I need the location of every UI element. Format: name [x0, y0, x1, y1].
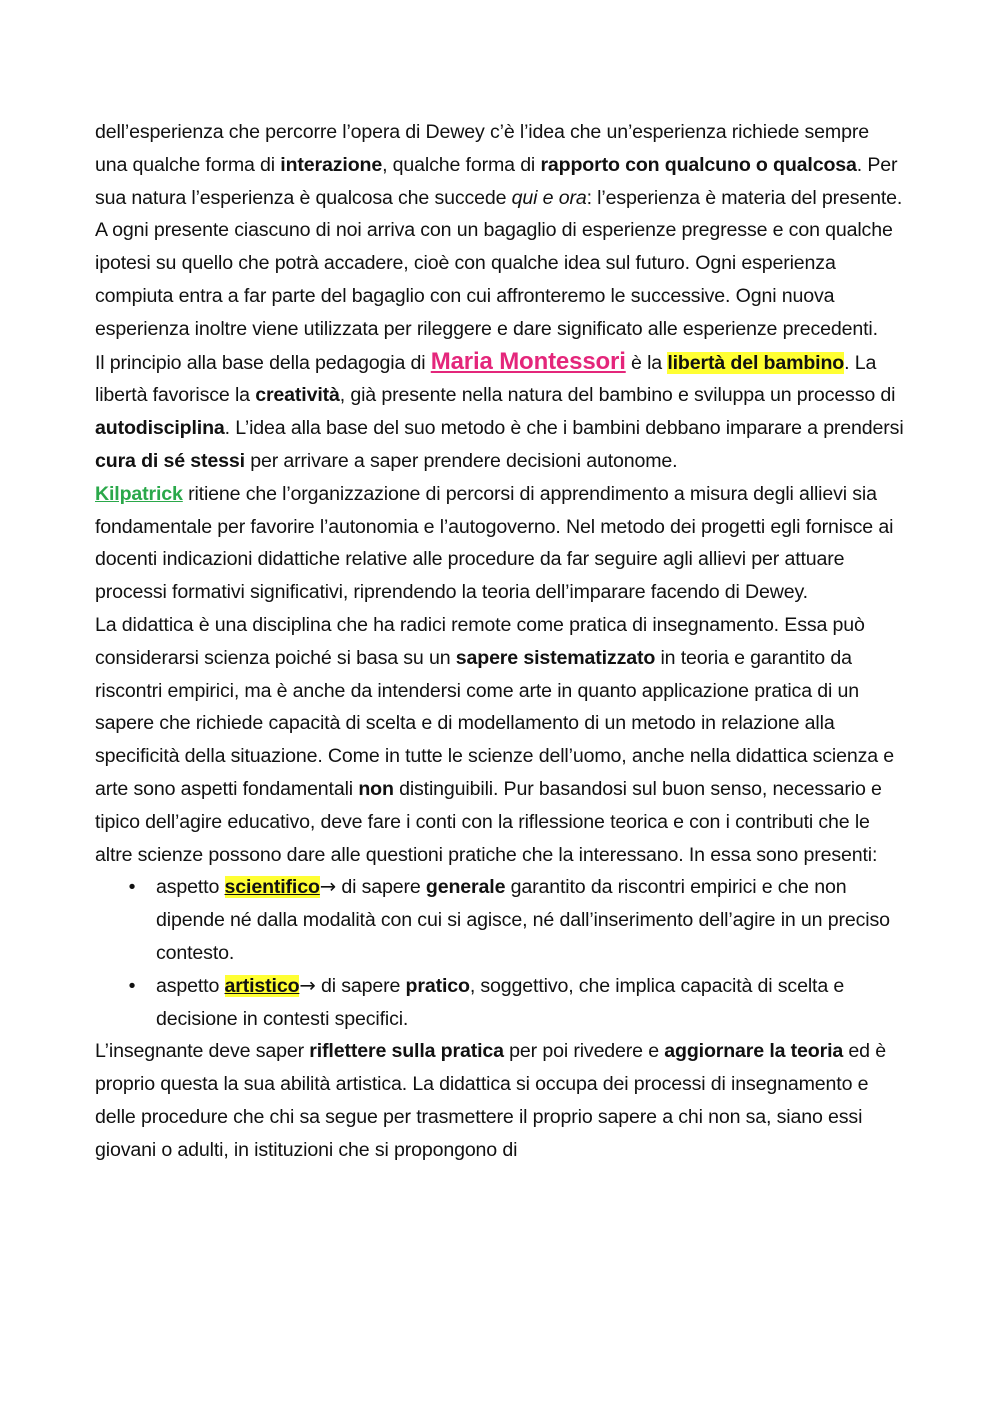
text-run: , già presente nella natura del bambino e sviluppa un processo di [339, 384, 896, 407]
text-run: ritiene che l’organizzazione di percorsi di apprendimento a misura degli allievi sia fondamentale per favorire l’autonomia e l’autogoverno. Nel metodo dei progetti egli fornisce ai docenti indicazioni didattiche relative alle procedure da far seguire agli allievi per attuare processi formativi significativi, riprendendo la teoria dell’imparare facendo di Dewey. [95, 482, 894, 604]
author-name-kilpatrick: Kilpatrick [95, 482, 183, 505]
paragraph-didattica [95, 609, 905, 871]
text-run: aspetto [156, 876, 225, 899]
text-run: Il principio alla base della pedagogia di [95, 351, 431, 374]
text-run: La didattica è una disciplina che ha radici remote come pratica di insegnamento. Essa può considerarsi scienza poiché si basa su un [95, 613, 865, 669]
text-run: è la [625, 351, 668, 374]
highlighted-term: artistico [224, 974, 300, 997]
text-run: , qualche forma di [382, 153, 541, 176]
bold-term: pratico [405, 974, 470, 997]
text-run: garantito da riscontri empirici e che non dipende né dalla modalità con cui si agisce, né dall’inserimento dell’agire in un preciso contesto. [156, 876, 890, 964]
bold-term: cura di sé stessi [95, 449, 245, 472]
text-run: L’insegnante deve saper [95, 1040, 310, 1063]
paragraph-insegnante [95, 1035, 905, 1166]
paragraph-kilpatrick [95, 478, 905, 609]
text-run: : l’esperienza è materia del presente. A ogni presente ciascuno di noi arriva con un bagaglio di esperienze pregresse e con qualche ipotesi su quello che potrà accadere, cioè con qualche idea sul futuro. Ogni esperienza compiuta entra a far parte del bagaglio con cui affronteremo le successive. Ogni nuova esperienza inoltre viene utilizzata per rileggere e dare significato alle esperienze precedenti. [95, 186, 903, 340]
arrow-right-icon: → [319, 875, 337, 899]
bold-term: sapere sistematizzato [455, 646, 656, 669]
text-run: per arrivare a saper prendere decisioni autonome. [244, 449, 678, 472]
aspects-list [95, 871, 905, 1035]
document-body [95, 116, 905, 1167]
text-run: di sapere [315, 974, 406, 997]
highlighted-term: libertà del bambino [667, 351, 845, 374]
text-run: per poi rivedere e [503, 1040, 665, 1063]
author-name-montessori: Maria Montessori [430, 347, 626, 375]
paragraph-dewey-experience [95, 116, 905, 346]
list-item-artistic-aspect [95, 970, 905, 1036]
text-run: ed è proprio questa la sua abilità artistica. La didattica si occupa dei processi di insegnamento e delle procedure che chi sa segue per trasmettere il proprio sapere a chi non sa, siano essi giovani o adulti, in istituzioni che si propongono di [95, 1040, 886, 1161]
text-run: distinguibili. Pur basandosi sul buon senso, necessario e tipico dell’agire educativo, deve fare i conti con la riflessione teorica e con i contributi che le altre scienze possono dare alle questioni pratiche che la interessano. In essa sono presenti: [95, 777, 882, 866]
text-run: . L’idea alla base del suo metodo è che i bambini debbano imparare a prendersi [224, 417, 904, 440]
text-run: , soggettivo, che implica capacità di scelta e decisione in contesti specifici. [156, 974, 845, 1030]
bold-term: non [358, 777, 394, 800]
text-run: aspetto [156, 974, 225, 997]
bold-term: generale [425, 876, 506, 899]
bullet-icon: • [128, 876, 136, 899]
bold-term: creatività [255, 384, 340, 407]
text-run: . Per sua natura l’esperienza è qualcosa che succede [95, 153, 898, 209]
text-run: dell’esperienza che percorre l’opera di Dewey c’è l’idea che un’esperienza richiede sempre una qualche forma di [95, 121, 869, 176]
bold-term: aggiornare la teoria [664, 1040, 844, 1063]
list-item-scientific-aspect [95, 871, 905, 969]
text-run: . La libertà favorisce la [95, 351, 877, 407]
highlighted-term: scientifico [224, 876, 320, 899]
bold-term: rapporto con qualcuno o qualcosa [540, 153, 857, 176]
bold-term: interazione [280, 153, 383, 176]
text-run: in teoria e garantito da riscontri empirici, ma è anche da intendersi come arte in quanto applicazione pratica di un sapere che richiede capacità di scelta e di modellamento di un metodo in relazione alla specificità della situazione. Come in tutte le scienze dell’uomo, anche nella didattica scienza e arte sono aspetti fondamentali [95, 646, 895, 800]
bold-term: riflettere sulla pratica [309, 1040, 504, 1063]
arrow-right-icon: → [299, 973, 316, 997]
paragraph-montessori [95, 346, 905, 478]
text-run: di sapere [336, 876, 426, 899]
bold-term: autodisciplina [95, 417, 225, 440]
bullet-icon: • [128, 974, 136, 997]
italic-term: qui e ora [511, 186, 587, 209]
